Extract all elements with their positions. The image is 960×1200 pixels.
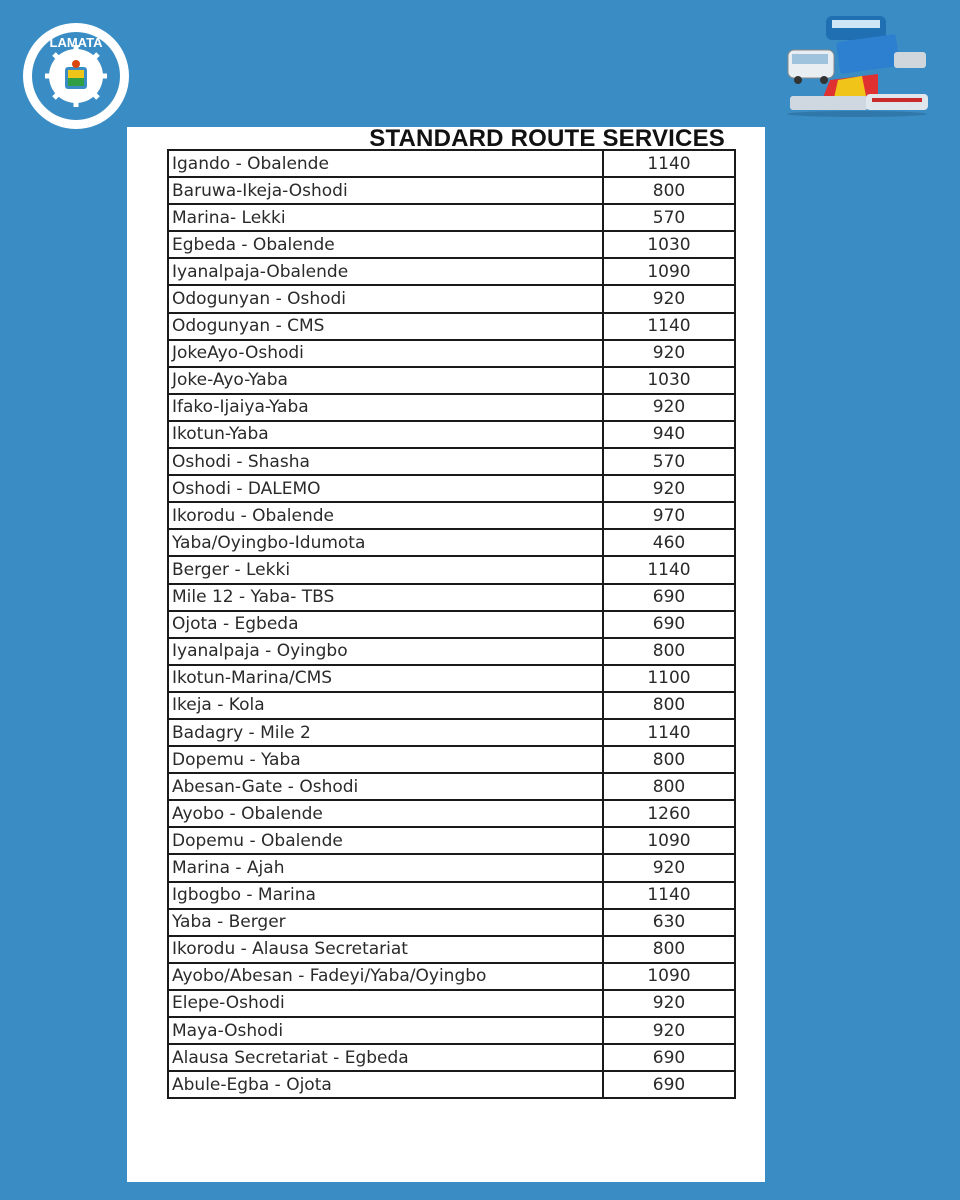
table-row xyxy=(168,367,735,394)
fare-cell: 800 xyxy=(603,692,735,719)
table-row xyxy=(168,584,735,611)
fare-cell: 1140 xyxy=(603,556,735,583)
route-name-cell: Igando - Obalende xyxy=(168,150,603,177)
fare-cell: 630 xyxy=(603,909,735,936)
route-name-cell: Berger - Lekki xyxy=(168,556,603,583)
route-name-cell: Mile 12 - Yaba- TBS xyxy=(168,584,603,611)
fare-cell: 800 xyxy=(603,936,735,963)
table-row xyxy=(168,556,735,583)
fare-cell: 800 xyxy=(603,746,735,773)
fare-cell: 970 xyxy=(603,502,735,529)
vehicles-collage-image xyxy=(782,10,932,120)
document-title: STANDARD ROUTE SERVICES xyxy=(369,125,725,152)
fare-cell: 1100 xyxy=(603,665,735,692)
route-name-cell: Abesan-Gate - Oshodi xyxy=(168,773,603,800)
fare-cell: 1030 xyxy=(603,367,735,394)
table-row xyxy=(168,719,735,746)
table-row xyxy=(168,909,735,936)
route-name-cell: Yaba/Oyingbo-Idumota xyxy=(168,529,603,556)
table-row xyxy=(168,231,735,258)
route-name-cell: Ayobo - Obalende xyxy=(168,800,603,827)
route-name-cell: Ikotun-Yaba xyxy=(168,421,603,448)
table-row xyxy=(168,746,735,773)
table-row xyxy=(168,963,735,990)
table-row xyxy=(168,638,735,665)
route-name-cell: Ikorodu - Obalende xyxy=(168,502,603,529)
table-row xyxy=(168,502,735,529)
fare-cell: 1140 xyxy=(603,719,735,746)
fare-cell: 800 xyxy=(603,177,735,204)
lamata-logo xyxy=(23,23,129,129)
fare-cell: 920 xyxy=(603,1017,735,1044)
table-row xyxy=(168,529,735,556)
route-name-cell: Igbogbo - Marina xyxy=(168,882,603,909)
route-name-cell: Ayobo/Abesan - Fadeyi/Yaba/Oyingbo xyxy=(168,963,603,990)
route-name-cell: Ikorodu - Alausa Secretariat xyxy=(168,936,603,963)
table-row xyxy=(168,692,735,719)
route-name-cell: Odogunyan - Oshodi xyxy=(168,285,603,312)
route-name-cell: Dopemu - Obalende xyxy=(168,827,603,854)
route-name-cell: Yaba - Berger xyxy=(168,909,603,936)
route-name-cell: Baruwa-Ikeja-Oshodi xyxy=(168,177,603,204)
fare-cell: 570 xyxy=(603,204,735,231)
fare-cell: 690 xyxy=(603,1071,735,1098)
table-row xyxy=(168,1017,735,1044)
fare-cell: 1090 xyxy=(603,827,735,854)
fare-cell: 920 xyxy=(603,285,735,312)
fare-cell: 460 xyxy=(603,529,735,556)
routes-table xyxy=(167,149,736,1099)
route-name-cell: Ifako-Ijaiya-Yaba xyxy=(168,394,603,421)
route-name-cell: Ikotun-Marina/CMS xyxy=(168,665,603,692)
fare-cell: 1090 xyxy=(603,963,735,990)
table-row xyxy=(168,285,735,312)
table-row xyxy=(168,313,735,340)
route-name-cell: Abule-Egba - Ojota xyxy=(168,1071,603,1098)
table-row xyxy=(168,990,735,1017)
route-name-cell: Maya-Oshodi xyxy=(168,1017,603,1044)
route-name-cell: JokeAyo-Oshodi xyxy=(168,340,603,367)
fare-cell: 920 xyxy=(603,340,735,367)
route-name-cell: Odogunyan - CMS xyxy=(168,313,603,340)
fare-cell: 690 xyxy=(603,1044,735,1071)
table-row xyxy=(168,421,735,448)
table-row xyxy=(168,177,735,204)
fare-cell: 690 xyxy=(603,611,735,638)
route-name-cell: Marina- Lekki xyxy=(168,204,603,231)
fare-cell: 920 xyxy=(603,394,735,421)
route-document xyxy=(127,127,765,1182)
table-row xyxy=(168,827,735,854)
fare-cell: 920 xyxy=(603,475,735,502)
fare-cell: 800 xyxy=(603,773,735,800)
fare-cell: 1260 xyxy=(603,800,735,827)
route-name-cell: Dopemu - Yaba xyxy=(168,746,603,773)
table-row xyxy=(168,1071,735,1098)
fare-cell: 920 xyxy=(603,990,735,1017)
route-name-cell: Oshodi - Shasha xyxy=(168,448,603,475)
route-name-cell: Marina - Ajah xyxy=(168,854,603,881)
table-row xyxy=(168,882,735,909)
fare-cell: 570 xyxy=(603,448,735,475)
fare-cell: 1030 xyxy=(603,231,735,258)
logo-text: LAMATA xyxy=(49,35,103,50)
fare-cell: 940 xyxy=(603,421,735,448)
table-row xyxy=(168,773,735,800)
table-row xyxy=(168,475,735,502)
table-row xyxy=(168,448,735,475)
route-name-cell: Badagry - Mile 2 xyxy=(168,719,603,746)
route-name-cell: Iyanalpaja-Obalende xyxy=(168,258,603,285)
route-name-cell: Joke-Ayo-Yaba xyxy=(168,367,603,394)
fare-cell: 690 xyxy=(603,584,735,611)
fare-cell: 1140 xyxy=(603,150,735,177)
table-row xyxy=(168,936,735,963)
route-name-cell: Ojota - Egbeda xyxy=(168,611,603,638)
table-row xyxy=(168,394,735,421)
route-name-cell: Alausa Secretariat - Egbeda xyxy=(168,1044,603,1071)
table-row xyxy=(168,1044,735,1071)
table-row xyxy=(168,854,735,881)
table-row xyxy=(168,800,735,827)
table-row xyxy=(168,340,735,367)
route-name-cell: Ikeja - Kola xyxy=(168,692,603,719)
route-name-cell: Oshodi - DALEMO xyxy=(168,475,603,502)
route-name-cell: Egbeda - Obalende xyxy=(168,231,603,258)
table-row xyxy=(168,665,735,692)
fare-cell: 920 xyxy=(603,854,735,881)
table-row xyxy=(168,204,735,231)
fare-cell: 1090 xyxy=(603,258,735,285)
fare-cell: 800 xyxy=(603,638,735,665)
fare-cell: 1140 xyxy=(603,313,735,340)
fare-cell: 1140 xyxy=(603,882,735,909)
table-row xyxy=(168,258,735,285)
table-row xyxy=(168,150,735,177)
route-name-cell: Iyanalpaja - Oyingbo xyxy=(168,638,603,665)
table-row xyxy=(168,611,735,638)
route-name-cell: Elepe-Oshodi xyxy=(168,990,603,1017)
